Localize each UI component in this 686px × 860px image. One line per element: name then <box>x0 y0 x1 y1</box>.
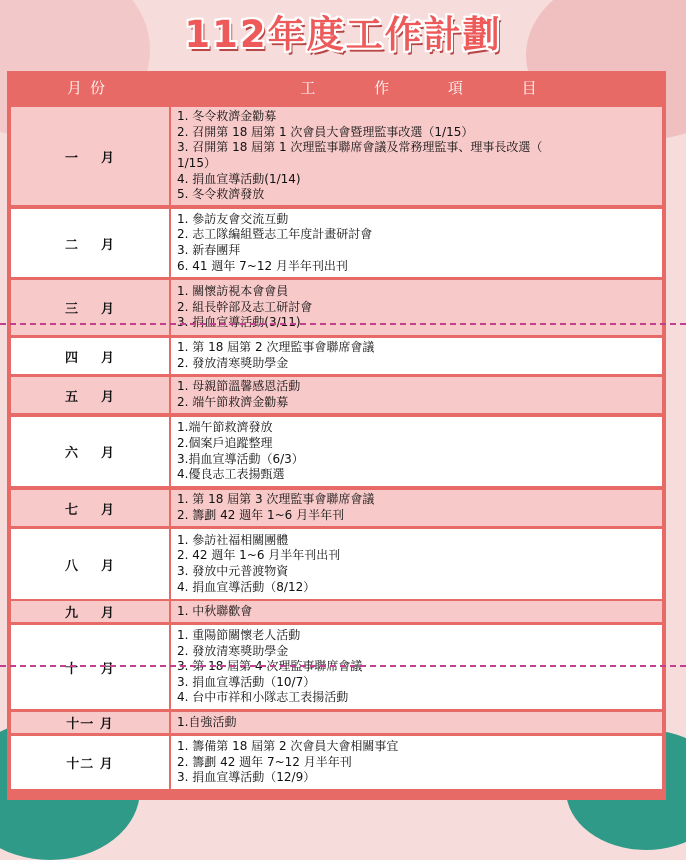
table-row <box>11 278 662 335</box>
dashed-guide-line <box>0 665 686 667</box>
table-row <box>11 527 662 599</box>
work-item: 1. 參訪社福相關團體 <box>177 532 289 547</box>
table-row <box>11 336 662 374</box>
items-cell <box>177 338 658 374</box>
work-item: 1. 中秋聯歡會 <box>177 603 253 618</box>
dashed-guide-line <box>0 323 686 325</box>
month-cell: 十 月 <box>11 625 171 709</box>
work-item: 1.端午節救濟發放 <box>177 420 273 435</box>
work-item: 1/15） <box>177 156 216 170</box>
items-cell <box>177 209 658 277</box>
table-row <box>11 734 662 789</box>
work-item: 3. 新春團拜 <box>177 243 241 257</box>
work-item: 4. 捐血宣導活動（8/12） <box>177 579 316 594</box>
work-item: 2. 發放清寒獎助學金 <box>177 643 289 658</box>
month-cell: 十二 月 <box>11 736 171 789</box>
table-row <box>11 415 662 486</box>
page-title: 112年度工作計劃 <box>184 13 502 56</box>
month-cell: 三 月 <box>11 280 171 335</box>
month-cell: 七 月 <box>11 490 171 526</box>
work-item: 2.個案戶追蹤整理 <box>177 435 273 450</box>
month-cell: 十一 月 <box>11 712 171 733</box>
items-cell <box>177 529 658 599</box>
work-item: 1. 冬令救濟金勸募 <box>177 109 277 124</box>
month-cell: 二 月 <box>11 209 171 277</box>
work-item: 1. 籌備第 18 屆第 2 次會員大會相關事宜 <box>177 739 399 754</box>
work-item: 2. 發放清寒獎助學金 <box>177 356 289 370</box>
work-item: 2. 42 週年 1~6 月半年刊出刊 <box>177 548 341 563</box>
work-item: 1. 重陽節關懷老人活動 <box>177 628 301 643</box>
header-items: 工 作 項 目 <box>300 79 539 97</box>
work-item: 2. 端午節救濟金勸募 <box>177 395 289 409</box>
work-item: 1. 參訪友會交流互動 <box>177 211 289 226</box>
work-item: 3. 第 18 屆第 4 次理監事聯席會議 <box>177 659 363 674</box>
month-cell: 六 月 <box>11 417 171 486</box>
table-row <box>11 207 662 277</box>
month-cell: 五 月 <box>11 377 171 413</box>
work-item: 3. 捐血宣導活動（12/9） <box>177 770 316 785</box>
work-item: 6. 41 週年 7~12 月半年刊出刊 <box>177 258 348 273</box>
table-row <box>11 375 662 413</box>
work-item: 2. 籌劃 42 週年 7~12 月半年刊 <box>177 754 352 769</box>
work-item: 3. 捐血宣導活動(3/11) <box>177 315 301 330</box>
work-item: 1. 關懷訪視本會會員 <box>177 284 289 299</box>
work-item: 1. 第 18 屆第 2 次理監事會聯席會議 <box>177 340 375 355</box>
work-item: 2. 籌劃 42 週年 1~6 月半年刊 <box>177 508 345 522</box>
work-item: 1.自強活動 <box>177 714 237 729</box>
work-item: 4. 捐血宣導活動(1/14) <box>177 171 301 186</box>
table-row <box>11 105 662 205</box>
plan-table <box>7 71 666 800</box>
items-cell <box>177 601 658 622</box>
table-row <box>11 599 662 622</box>
month-cell: 四 月 <box>11 338 171 374</box>
work-item: 3.捐血宣導活動（6/3） <box>177 451 304 466</box>
work-item: 2. 召開第 18 屆第 1 次會員大會暨理監事改選（1/15） <box>177 124 474 139</box>
work-item: 1. 第 18 屆第 3 次理監事會聯席會議 <box>177 492 375 507</box>
work-item: 3. 捐血宣導活動（10/7） <box>177 674 316 689</box>
items-cell <box>177 417 658 486</box>
work-item: 4. 台中市祥和小隊志工表揚活動 <box>177 690 349 705</box>
items-cell <box>177 107 658 205</box>
month-cell: 八 月 <box>11 529 171 599</box>
items-cell <box>177 736 658 789</box>
header-month: 月份 <box>66 79 113 97</box>
work-item: 5. 冬令救濟發放 <box>177 187 265 202</box>
items-cell <box>177 280 658 335</box>
month-cell: 九 月 <box>11 601 171 622</box>
work-item: 3. 發放中元普渡物資 <box>177 564 289 578</box>
table-row <box>11 710 662 733</box>
items-cell <box>177 712 658 733</box>
month-cell: 一 月 <box>11 107 171 205</box>
items-cell <box>177 625 658 709</box>
work-item: 3. 召開第 18 屆第 1 次理監事聯席會議及常務理監事、理事長改選（ <box>177 140 543 155</box>
table-header <box>7 71 666 105</box>
work-item: 4.優良志工表揚甄選 <box>177 467 285 482</box>
table-row <box>11 488 662 526</box>
items-cell <box>177 377 658 413</box>
work-item: 1. 母親節溫馨感恩活動 <box>177 379 301 394</box>
work-item: 2. 志工隊編組暨志工年度計畫研討會 <box>177 227 373 242</box>
items-cell <box>177 490 658 526</box>
work-item: 2. 組長幹部及志工研討會 <box>177 299 313 314</box>
